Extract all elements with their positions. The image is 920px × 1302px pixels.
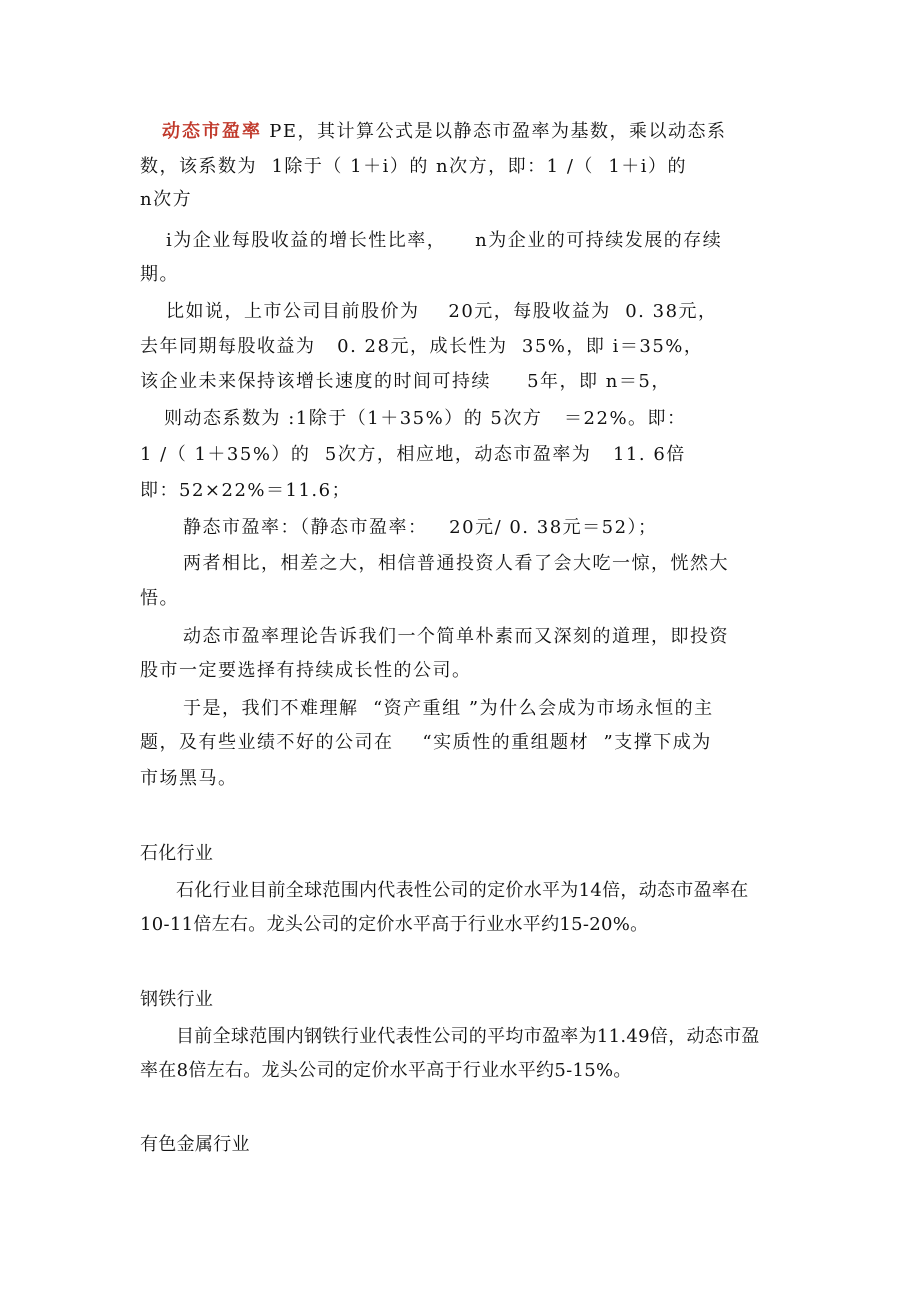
section-title-nonferrous: 有色金属行业 [140, 1134, 250, 1155]
pe-line-19: 市场黑马。 [140, 768, 238, 789]
pe-intro-line [162, 120, 726, 144]
pe-line-5: 期。 [140, 264, 179, 285]
highlight-term: 动态市盈率 [162, 121, 262, 142]
pe-line-2: 数，该系数为 1除于（ 1＋i）的 n次方，即：1 /（ 1＋i）的 [140, 156, 688, 177]
pe-line-3: n次方 [140, 189, 193, 210]
steel-line-2: 率在8倍左右。龙头公司的定价水平高于行业水平约5-15%。 [140, 1060, 632, 1081]
pe-line-16: 股市一定要选择有持续成长性的公司。 [140, 660, 472, 681]
petrochemical-line-2: 10-11倍左右。龙头公司的定价水平高于行业水平约15-20%。 [140, 914, 649, 935]
pe-line-13: 两者相比，相差之大，相信普通投资人看了会大吃一惊，恍然大 [183, 553, 729, 574]
section-title-steel: 钢铁行业 [140, 989, 214, 1010]
pe-line-18: 题，及有些业绩不好的公司在 “实质性的重组题材 ”支撑下成为 [140, 732, 712, 753]
pe-line-10: 1 /（ 1＋35%）的 5次方，相应地，动态市盈率为 11. 6倍 [140, 444, 686, 465]
petrochemical-line-1: 石化行业目前全球范围内代表性公司的定价水平为14倍，动态市盈率在 [176, 880, 749, 901]
pe-line-9: 则动态系数为 :1除于（1＋35%）的 5次方 ＝22%。即： [164, 408, 687, 429]
pe-line-8: 该企业未来保持该增长速度的时间可持续 5年，即 n＝5， [140, 371, 671, 392]
pe-line-4: i为企业每股收益的增长性比率， n为企业的可持续发展的存续 [166, 230, 723, 251]
pe-line-17: 于是，我们不难理解 “资产重组 ”为什么会成为市场永恒的主 [183, 698, 714, 719]
pe-line-7: 去年同期每股收益为 0. 28元，成长性为 35%，即 i＝35%， [140, 336, 704, 357]
steel-line-1: 目前全球范围内钢铁行业代表性公司的平均市盈率为11.49倍，动态市盈 [176, 1026, 760, 1047]
pe-line-14: 悟。 [140, 588, 179, 609]
pe-line-11: 即：52×22%＝11.6； [140, 480, 352, 501]
pe-line-12: 静态市盈率：（静态市盈率： 20元/ 0. 38元＝52）； [183, 517, 658, 538]
pe-line-6: 比如说，上市公司目前股价为 20元，每股收益为 0. 38元， [166, 301, 718, 322]
pe-line-1: PE，其计算公式是以静态市盈率为基数，乘以动态系 [262, 121, 727, 142]
section-title-petrochemical: 石化行业 [140, 843, 214, 864]
pe-line-15: 动态市盈率理论告诉我们一个简单朴素而又深刻的道理，即投资 [183, 626, 729, 647]
